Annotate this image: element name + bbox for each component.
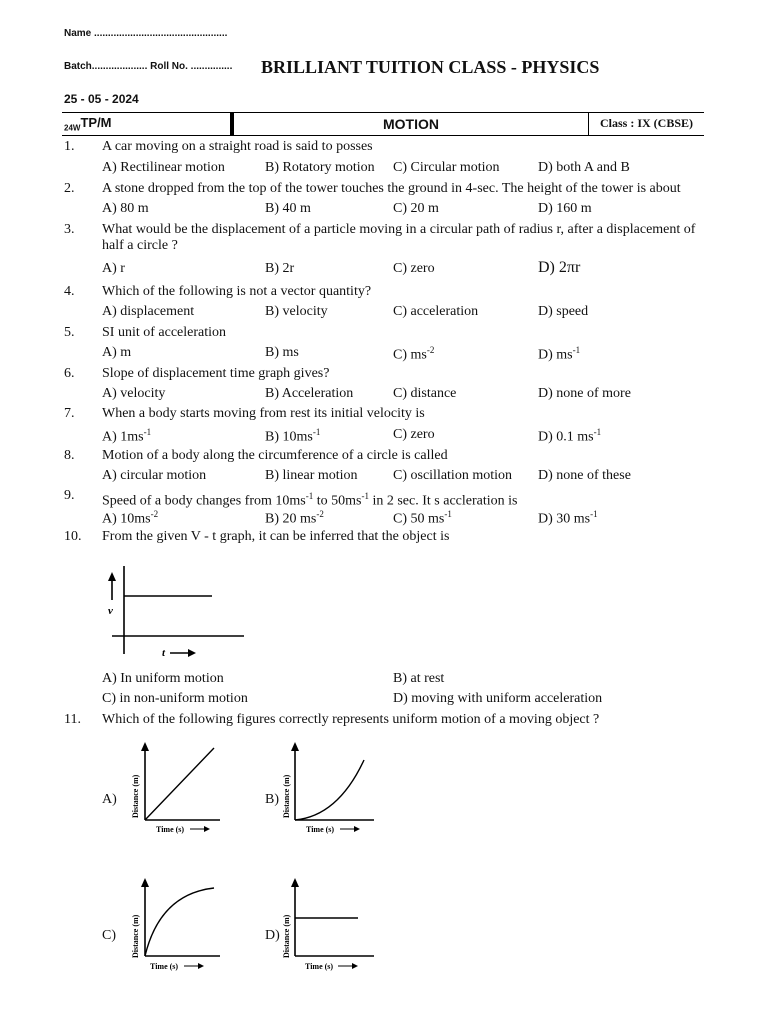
question-text: Motion of a body along the circumference of a circle is called: [102, 448, 448, 463]
option-a: A) $10ms^{-2}$: [102, 509, 159, 527]
option-d: D) both A and B: [538, 160, 630, 175]
option-d: D) $ms^{-1}$: [538, 345, 581, 363]
question-number: 11.: [64, 712, 81, 727]
question-text: What would be the displacement of a particle moving in a circular path of radius r, after a displacement of half a circle ?: [102, 222, 696, 253]
vt-ylabel: v: [108, 605, 113, 617]
option-c: C) Circular motion: [393, 160, 500, 175]
option-c: C) 20 m: [393, 201, 439, 216]
question-number: 1.: [64, 139, 75, 154]
distance-time-graph-c: [124, 876, 224, 976]
figure-label-c: C): [102, 928, 116, 943]
name-field-label: Name ................................................: [64, 28, 228, 39]
graph-curve: [145, 748, 214, 820]
option-a: A) 80 m: [102, 201, 149, 216]
graph-ylabel: Distance (m): [131, 774, 140, 818]
distance-time-graph-a: [124, 740, 224, 840]
graph-xlabel: Time (s): [306, 825, 335, 834]
option-c: C) in non-uniform motion: [102, 691, 248, 706]
question-number: 7.: [64, 406, 75, 421]
option-b: B) at rest: [393, 671, 445, 686]
question-number: 5.: [64, 325, 75, 340]
option-d: D) none of these: [538, 468, 631, 483]
topic-title: MOTION: [383, 116, 439, 132]
option-a: A) m: [102, 345, 132, 360]
paper-code: $_{24W}$TP/M: [64, 115, 112, 133]
option-a: A) In uniform motion: [102, 671, 224, 686]
question-text: From the given V - t graph, it can be inferred that the object is: [102, 529, 450, 544]
option-a: A) displacement: [102, 304, 195, 319]
graph-ylabel: Distance (m): [131, 914, 140, 958]
option-c: C) acceleration: [393, 304, 479, 319]
graph-xlabel: Time (s): [156, 825, 185, 834]
option-b: B) Rotatory motion: [265, 160, 375, 175]
class-label: Class : IX (CBSE): [599, 116, 693, 130]
option-b: B) linear motion: [265, 468, 358, 483]
option-a: A) $1ms^{-1}$: [102, 427, 152, 445]
question-text: Slope of displacement time graph gives?: [102, 366, 330, 381]
figure-label-a: A): [102, 792, 117, 807]
option-a: A) velocity: [102, 386, 166, 401]
option-d: D) 160 m: [538, 201, 592, 216]
question-text: A stone dropped from the top of the tower touches the ground in 4-sec. The height of the tower is about: [102, 181, 681, 196]
option-d: D) 0.1 $ms^{-1}$: [538, 427, 602, 445]
option-b: B) $10ms^{-1}$: [265, 427, 321, 445]
option-a: A) r: [102, 261, 125, 276]
option-d: D) none of more: [538, 386, 631, 401]
option-b: B) 2r: [265, 261, 295, 276]
graph-ylabel: Distance (m): [282, 914, 291, 958]
question-number: 3.: [64, 222, 75, 237]
option-c: C) $ms^{-2}$: [393, 345, 435, 363]
option-b: B) 40 m: [265, 201, 311, 216]
batch-roll-field-label: Batch.................... Roll No. ...............: [64, 61, 233, 72]
option-d: D) 2πr: [538, 259, 581, 276]
question-number: 10.: [64, 529, 82, 544]
figure-label-d: D): [265, 928, 280, 943]
option-b: B) ms: [265, 345, 299, 360]
option-a: A) circular motion: [102, 468, 207, 483]
question-number: 6.: [64, 366, 75, 381]
exam-date: 25 - 05 - 2024: [64, 92, 139, 106]
question-text: A car moving on a straight road is said to posses: [102, 139, 373, 154]
question-number: 2.: [64, 181, 75, 196]
question-text: Which of the following figures correctly represents uniform motion of a moving object ?: [102, 712, 600, 727]
question-text: When a body starts moving from rest its initial velocity is: [102, 406, 425, 421]
question-text: SI unit of acceleration: [102, 325, 227, 340]
graph-xlabel: Time (s): [150, 962, 179, 971]
question-text: Which of the following is not a vector quantity?: [102, 284, 372, 299]
option-c: C) distance: [393, 386, 457, 401]
distance-time-graph-d: [278, 876, 378, 976]
graph-curve: [145, 888, 214, 956]
option-c: C) zero: [393, 427, 435, 442]
option-b: B) 20 $ms^{-2}$: [265, 509, 324, 527]
option-d: D) moving with uniform acceleration: [393, 691, 603, 706]
vt-graph: [104, 556, 246, 662]
question-number: 4.: [64, 284, 75, 299]
vt-xlabel: t: [162, 647, 166, 659]
question-number: 8.: [64, 448, 75, 463]
question-number: 9.: [64, 488, 75, 503]
option-b: B) velocity: [265, 304, 328, 319]
option-d: D) 30 $ms^{-1}$: [538, 509, 598, 527]
page-title: BRILLIANT TUITION CLASS - PHYSICS: [261, 57, 600, 77]
graph-ylabel: Distance (m): [282, 774, 291, 818]
option-c: C) oscillation motion: [393, 468, 512, 483]
option-c: C) 50 $ms^{-1}$: [393, 509, 452, 527]
distance-time-graph-b: [278, 740, 378, 840]
question-text: Speed of a body changes from $10ms^{-1}$ to $50ms^{-1}$ in 2 sec. It s accleration is: [102, 491, 518, 509]
graph-curve: [295, 760, 364, 820]
figure-label-b: B): [265, 792, 279, 807]
option-c: C) zero: [393, 261, 435, 276]
header-bar: [62, 112, 704, 136]
option-a: A) Rectilinear motion: [102, 160, 225, 175]
graph-xlabel: Time (s): [305, 962, 334, 971]
option-d: D) speed: [538, 304, 589, 319]
option-b: B) Acceleration: [265, 386, 354, 401]
